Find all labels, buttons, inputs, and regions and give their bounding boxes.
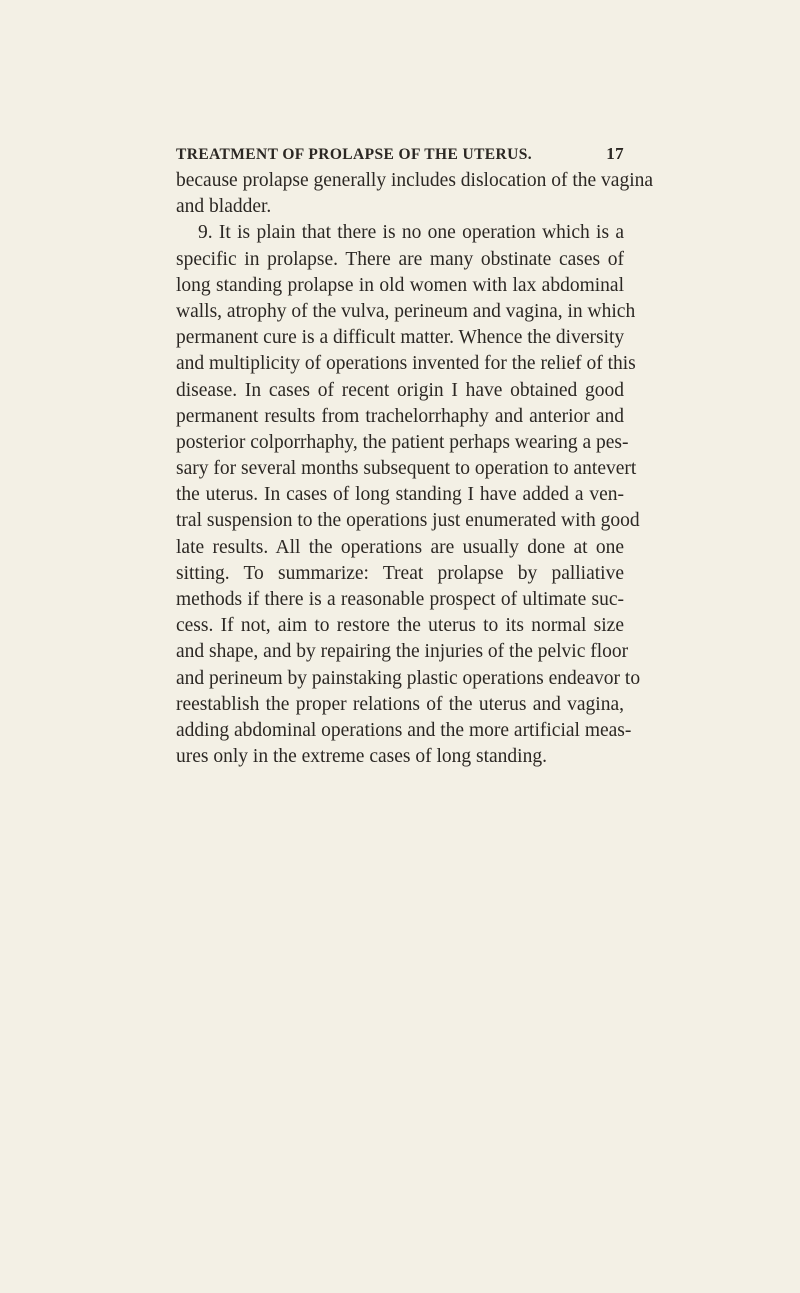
text-line: the uterus. In cases of long standing I have added a ven- bbox=[176, 484, 624, 506]
text-line: adding abdominal operations and the more artificial meas- bbox=[176, 719, 632, 741]
text-line: tral suspension to the operations just enumerated with good bbox=[176, 510, 640, 532]
text-line: late results. All the operations are usually done at one bbox=[176, 536, 624, 558]
running-title: TREATMENT OF PROLAPSE OF THE UTERUS. bbox=[176, 146, 533, 163]
text-line: ures only in the extreme cases of long standing. bbox=[176, 746, 547, 768]
text-line: and bladder. bbox=[176, 196, 272, 218]
text-line: and multiplicity of operations invented for the relief of this bbox=[176, 353, 636, 375]
text-line: specific in prolapse. There are many obstinate cases of bbox=[176, 248, 624, 270]
paragraph-start-line: 9. It is plain that there is no one operation which is a bbox=[198, 222, 624, 244]
text-line: and shape, and by repairing the injuries of the pelvic floor bbox=[176, 641, 629, 663]
text-line: long standing prolapse in old women with lax abdominal bbox=[176, 274, 624, 296]
text-line: permanent results from trachelorrhaphy and anterior and bbox=[176, 405, 624, 427]
text-line: disease. In cases of recent origin I have obtained good bbox=[176, 379, 624, 401]
text-line: reestablish the proper relations of the uterus and vagina, bbox=[176, 693, 624, 715]
page-number: 17 bbox=[606, 144, 624, 163]
text-line: methods if there is a reasonable prospect of ultimate suc- bbox=[176, 589, 624, 610]
text-line: sary for several months subsequent to operation to antevert bbox=[176, 458, 637, 480]
text-line: walls, atrophy of the vulva, perineum and vagina, in which bbox=[176, 300, 636, 322]
text-line: sitting. To summarize: Treat prolapse by palliative bbox=[176, 562, 624, 584]
text-line: because prolapse generally includes dislocation of the vagina bbox=[176, 170, 654, 191]
running-head bbox=[176, 144, 624, 168]
text-line: posterior colporrhaphy, the patient perhaps wearing a pes- bbox=[176, 431, 629, 453]
body-text bbox=[176, 168, 654, 770]
text-line: permanent cure is a difficult matter. Whence the diversity bbox=[176, 327, 625, 349]
text-line: and perineum by painstaking plastic operations endeavor to bbox=[176, 667, 641, 689]
text-line: cess. If not, aim to restore the uterus to its normal size bbox=[176, 615, 624, 637]
